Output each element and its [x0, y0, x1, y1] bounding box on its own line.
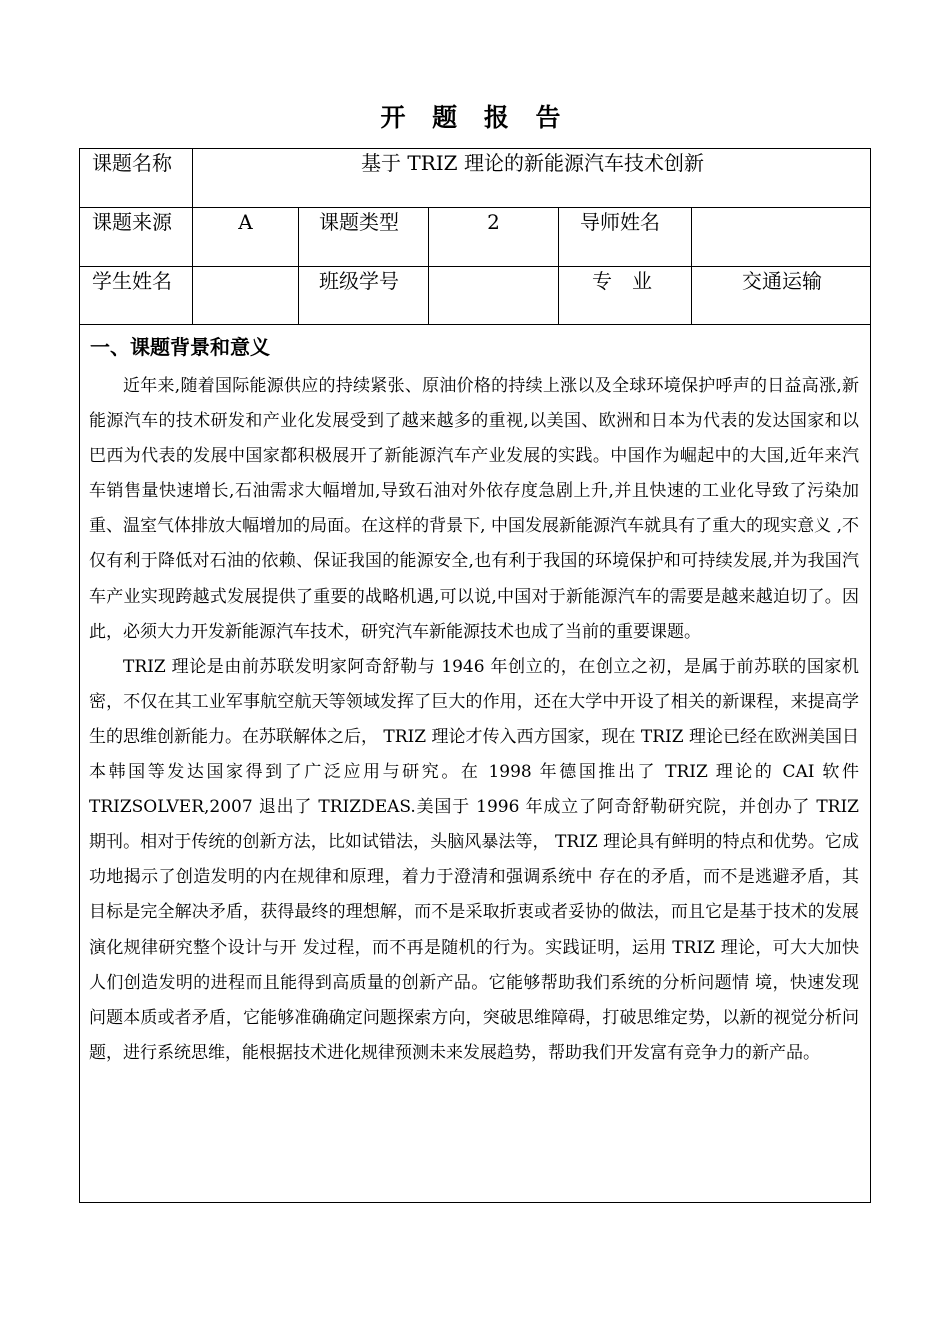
column-divider: [298, 207, 299, 324]
column-divider: [691, 207, 692, 324]
proposal-form-table: [79, 148, 871, 1203]
row-divider: [80, 207, 870, 208]
source-value: A: [238, 210, 253, 234]
major-value: 交通运输: [742, 269, 822, 293]
row-divider: [80, 324, 870, 325]
source-label: 课题来源: [92, 210, 172, 234]
type-label: 课题类型: [319, 210, 399, 234]
paragraph: 近年来,随着国际能源供应的持续紧张、原油价格的持续上涨以及全球环境保护呼声的日益高涨,新能源汽车的技术研发和产业化发展受到了越来越多的重视,以美国、欧洲和日本为代表的发达国家和以巴西为代表的发展中国家都积极展开了新能源汽车产业发展的实践。中国作为崛起中的大国,近年来汽车销售量快速增长,石油需求大幅增加,导致石油对外依存度急剧上升,并且快速的工业化导致了污染加重、温室气体排放大幅增加的局面。在这样的背景下, 中国发展新能源汽车就具有了重大的现实意义 ,不仅有利于降低对石油的依赖、保证我国的能源安全,也有利于我国的环境保护和可持续发展,并为我国汽车产业实现跨越式发展提供了重要的战略机遇,可以说,中国对于新能源汽车的需要是越来越迫切了。因此，必须大力开发新能源汽车技术，研究汽车新能源技术也成了当前的重要课题。: [89, 376, 859, 642]
section-heading: 一、课题背景和意义: [90, 335, 270, 359]
column-divider: [192, 149, 193, 324]
topic-value: 基于 TRIZ 理论的新能源汽车技术创新: [361, 151, 704, 175]
row-divider: [80, 266, 870, 267]
advisor-label: 导师姓名: [580, 210, 660, 234]
type-value: 2: [487, 210, 500, 234]
class-label: 班级学号: [319, 269, 399, 293]
major-label: 专 业: [592, 269, 652, 293]
column-divider: [558, 207, 559, 324]
section-body: [89, 369, 859, 1071]
student-label: 学生姓名: [92, 269, 172, 293]
topic-label: 课题名称: [92, 151, 172, 175]
paragraph: TRIZ 理论是由前苏联发明家阿奇舒勒与 1946 年创立的，在创立之初，是属于前苏联的国家机密，不仅在其工业军事航空航天等领域发挥了巨大的作用，还在大学中开设了相关的新课程，来提高学生的思维创新能力。在苏联解体之后， TRIZ 理论才传入西方国家，现在 TRIZ 理论已经在欧洲美国日本韩国等发达国家得到了广泛应用与研究。在 1998 年德国推出了 TRIZ 理论的 CAI 软件 TRIZSOLVER,2007 退出了 TRIZDEAS.美国于 1996 年成立了阿奇舒勒研究院，并创办了 TRIZ 期刊。相对于传统的创新方法，比如试错法，头脑风暴法等， TRIZ 理论具有鲜明的特点和优势。它成功地揭示了创造发明的内在规律和原理，着力于澄清和强调系统中 存在的矛盾，而不是逃避矛盾，其目标是完全解决矛盾，获得最终的理想解，而不是采取折衷或者妥协的做法，而且它是基于技术的发展演化规律研究整个设计与开 发过程，而不再是随机的行为。实践证明，运用 TRIZ 理论，可大大加快人们创造发明的进程而且能得到高质量的创新产品。它能够帮助我们系统的分析问题情 境，快速发现问题本质或者矛盾，它能够准确确定问题探索方向，突破思维障碍，打破思维定势，以新的视觉分析问题，进行系统思维，能根据技术进化规律预测未来发展趋势，帮助我们开发富有竞争力的新产品。: [89, 656, 859, 1063]
document-title: 开 题 报 告: [380, 103, 570, 132]
